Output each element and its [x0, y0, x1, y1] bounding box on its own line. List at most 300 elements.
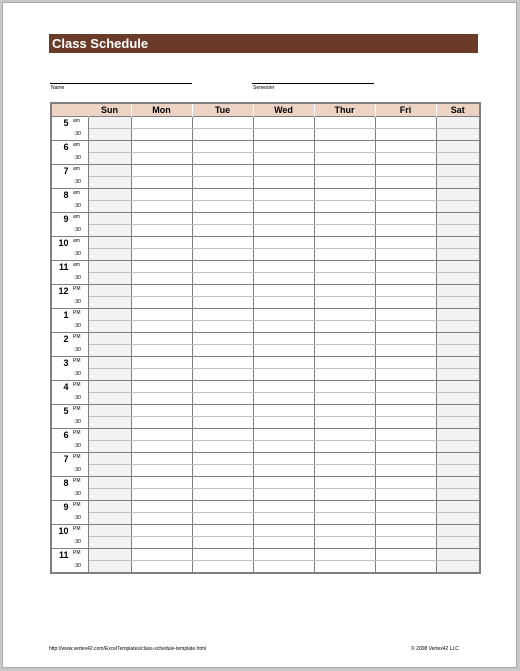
schedule-cell-fri[interactable] — [375, 489, 436, 501]
schedule-cell-sun[interactable] — [88, 321, 131, 333]
schedule-cell-wed[interactable] — [253, 549, 314, 561]
schedule-cell-fri[interactable] — [375, 141, 436, 153]
name-field-line[interactable] — [50, 83, 192, 84]
schedule-cell-sun[interactable] — [88, 465, 131, 477]
schedule-cell-thur[interactable] — [314, 501, 375, 513]
schedule-cell-mon[interactable] — [131, 141, 192, 153]
schedule-cell-thur[interactable] — [314, 345, 375, 357]
schedule-cell-fri[interactable] — [375, 477, 436, 489]
schedule-cell-tue[interactable] — [192, 393, 253, 405]
schedule-cell-thur[interactable] — [314, 561, 375, 574]
schedule-cell-tue[interactable] — [192, 525, 253, 537]
schedule-cell-mon[interactable] — [131, 177, 192, 189]
schedule-cell-sun[interactable] — [88, 369, 131, 381]
schedule-cell-tue[interactable] — [192, 429, 253, 441]
schedule-cell-thur[interactable] — [314, 117, 375, 129]
schedule-cell-mon[interactable] — [131, 189, 192, 201]
schedule-cell-wed[interactable] — [253, 261, 314, 273]
schedule-cell-sat[interactable] — [436, 213, 480, 225]
schedule-cell-wed[interactable] — [253, 309, 314, 321]
schedule-cell-mon[interactable] — [131, 441, 192, 453]
schedule-cell-wed[interactable] — [253, 213, 314, 225]
schedule-cell-mon[interactable] — [131, 129, 192, 141]
schedule-cell-mon[interactable] — [131, 117, 192, 129]
schedule-cell-wed[interactable] — [253, 393, 314, 405]
schedule-cell-wed[interactable] — [253, 345, 314, 357]
schedule-cell-fri[interactable] — [375, 501, 436, 513]
schedule-cell-wed[interactable] — [253, 537, 314, 549]
schedule-cell-mon[interactable] — [131, 357, 192, 369]
schedule-cell-mon[interactable] — [131, 489, 192, 501]
schedule-cell-mon[interactable] — [131, 261, 192, 273]
hour-row — [51, 453, 480, 465]
schedule-cell-sun[interactable] — [88, 393, 131, 405]
schedule-cell-wed[interactable] — [253, 237, 314, 249]
schedule-cell-tue[interactable] — [192, 141, 253, 153]
schedule-cell-mon[interactable] — [131, 249, 192, 261]
schedule-cell-sun[interactable] — [88, 285, 131, 297]
half-hour-label-cell — [51, 297, 88, 309]
schedule-cell-sat[interactable] — [436, 273, 480, 285]
schedule-cell-sat[interactable] — [436, 321, 480, 333]
schedule-cell-thur[interactable] — [314, 537, 375, 549]
schedule-cell-tue[interactable] — [192, 381, 253, 393]
schedule-cell-fri[interactable] — [375, 417, 436, 429]
schedule-cell-tue[interactable] — [192, 285, 253, 297]
schedule-cell-sat[interactable] — [436, 201, 480, 213]
schedule-cell-tue[interactable] — [192, 441, 253, 453]
half-hour-row — [51, 225, 480, 237]
am-pm-label: PM — [73, 526, 81, 532]
schedule-cell-wed[interactable] — [253, 141, 314, 153]
schedule-cell-mon[interactable] — [131, 309, 192, 321]
schedule-cell-fri[interactable] — [375, 561, 436, 574]
am-pm-label: PM — [73, 454, 81, 460]
schedule-cell-wed[interactable] — [253, 417, 314, 429]
schedule-cell-fri[interactable] — [375, 213, 436, 225]
schedule-cell-sun[interactable] — [88, 153, 131, 165]
schedule-cell-sat[interactable] — [436, 345, 480, 357]
schedule-cell-tue[interactable] — [192, 561, 253, 574]
schedule-cell-sun[interactable] — [88, 417, 131, 429]
schedule-cell-tue[interactable] — [192, 249, 253, 261]
schedule-cell-tue[interactable] — [192, 153, 253, 165]
schedule-cell-tue[interactable] — [192, 465, 253, 477]
schedule-cell-thur[interactable] — [314, 261, 375, 273]
schedule-cell-wed[interactable] — [253, 369, 314, 381]
schedule-cell-thur[interactable] — [314, 153, 375, 165]
schedule-cell-tue[interactable] — [192, 273, 253, 285]
schedule-cell-fri[interactable] — [375, 225, 436, 237]
schedule-cell-thur[interactable] — [314, 237, 375, 249]
schedule-cell-mon[interactable] — [131, 237, 192, 249]
schedule-cell-sun[interactable] — [88, 345, 131, 357]
schedule-cell-wed[interactable] — [253, 465, 314, 477]
schedule-cell-tue[interactable] — [192, 453, 253, 465]
schedule-cell-sun[interactable] — [88, 177, 131, 189]
schedule-cell-sun[interactable] — [88, 513, 131, 525]
hour-row — [51, 549, 480, 561]
schedule-cell-wed[interactable] — [253, 129, 314, 141]
schedule-cell-tue[interactable] — [192, 189, 253, 201]
schedule-cell-tue[interactable] — [192, 321, 253, 333]
schedule-cell-fri[interactable] — [375, 189, 436, 201]
footer-url[interactable]: http://www.vertex42.com/ExcelTemplates/class-schedule-template.html — [49, 646, 207, 652]
schedule-cell-thur[interactable] — [314, 297, 375, 309]
schedule-cell-mon[interactable] — [131, 333, 192, 345]
half-hour-label: :30 — [74, 370, 81, 377]
schedule-cell-sun[interactable] — [88, 189, 131, 201]
hour-number: 6 — [63, 142, 69, 152]
schedule-cell-tue[interactable] — [192, 369, 253, 381]
schedule-cell-fri[interactable] — [375, 153, 436, 165]
semester-field-line[interactable] — [252, 83, 374, 84]
schedule-cell-thur[interactable] — [314, 333, 375, 345]
schedule-cell-wed[interactable] — [253, 177, 314, 189]
schedule-cell-mon[interactable] — [131, 345, 192, 357]
schedule-cell-wed[interactable] — [253, 513, 314, 525]
schedule-cell-fri[interactable] — [375, 441, 436, 453]
half-hour-label-cell — [51, 225, 88, 237]
schedule-cell-sun[interactable] — [88, 357, 131, 369]
schedule-cell-mon[interactable] — [131, 369, 192, 381]
schedule-cell-tue[interactable] — [192, 165, 253, 177]
schedule-cell-thur[interactable] — [314, 525, 375, 537]
schedule-cell-thur[interactable] — [314, 465, 375, 477]
hour-label-cell — [51, 285, 88, 297]
hour-number: 4 — [63, 382, 69, 392]
schedule-cell-sat[interactable] — [436, 513, 480, 525]
schedule-cell-wed[interactable] — [253, 489, 314, 501]
schedule-cell-mon[interactable] — [131, 465, 192, 477]
schedule-cell-thur[interactable] — [314, 273, 375, 285]
schedule-cell-thur[interactable] — [314, 429, 375, 441]
schedule-cell-sun[interactable] — [88, 453, 131, 465]
schedule-cell-wed[interactable] — [253, 225, 314, 237]
schedule-cell-sat[interactable] — [436, 129, 480, 141]
schedule-cell-sat[interactable] — [436, 369, 480, 381]
schedule-cell-tue[interactable] — [192, 333, 253, 345]
schedule-cell-wed[interactable] — [253, 273, 314, 285]
schedule-cell-tue[interactable] — [192, 477, 253, 489]
schedule-cell-thur[interactable] — [314, 129, 375, 141]
schedule-cell-sun[interactable] — [88, 561, 131, 574]
schedule-cell-thur[interactable] — [314, 549, 375, 561]
hour-number: 9 — [63, 214, 69, 224]
schedule-cell-thur[interactable] — [314, 213, 375, 225]
hour-number: 2 — [63, 334, 69, 344]
half-hour-label: :30 — [74, 298, 81, 305]
schedule-cell-thur[interactable] — [314, 489, 375, 501]
schedule-cell-sun[interactable] — [88, 273, 131, 285]
schedule-cell-tue[interactable] — [192, 129, 253, 141]
schedule-cell-fri[interactable] — [375, 273, 436, 285]
schedule-cell-sat[interactable] — [436, 237, 480, 249]
schedule-cell-wed[interactable] — [253, 477, 314, 489]
schedule-cell-fri[interactable] — [375, 129, 436, 141]
schedule-cell-sun[interactable] — [88, 225, 131, 237]
schedule-cell-thur[interactable] — [314, 177, 375, 189]
schedule-cell-sat[interactable] — [436, 141, 480, 153]
schedule-cell-thur[interactable] — [314, 477, 375, 489]
schedule-cell-sat[interactable] — [436, 225, 480, 237]
schedule-cell-wed[interactable] — [253, 357, 314, 369]
schedule-cell-sat[interactable] — [436, 165, 480, 177]
schedule-cell-sat[interactable] — [436, 501, 480, 513]
schedule-cell-wed[interactable] — [253, 405, 314, 417]
schedule-cell-mon[interactable] — [131, 153, 192, 165]
schedule-cell-mon[interactable] — [131, 381, 192, 393]
schedule-cell-sun[interactable] — [88, 441, 131, 453]
schedule-cell-sun[interactable] — [88, 249, 131, 261]
schedule-cell-thur[interactable] — [314, 225, 375, 237]
schedule-cell-sat[interactable] — [436, 525, 480, 537]
schedule-cell-fri[interactable] — [375, 369, 436, 381]
schedule-cell-sun[interactable] — [88, 381, 131, 393]
schedule-cell-sun[interactable] — [88, 129, 131, 141]
schedule-cell-mon[interactable] — [131, 537, 192, 549]
am-pm-label: am — [73, 190, 80, 196]
schedule-cell-wed[interactable] — [253, 321, 314, 333]
hour-row — [51, 141, 480, 153]
schedule-cell-tue[interactable] — [192, 405, 253, 417]
schedule-cell-fri[interactable] — [375, 393, 436, 405]
schedule-cell-sat[interactable] — [436, 297, 480, 309]
schedule-cell-sat[interactable] — [436, 489, 480, 501]
schedule-cell-tue[interactable] — [192, 501, 253, 513]
schedule-cell-sun[interactable] — [88, 489, 131, 501]
schedule-cell-fri[interactable] — [375, 333, 436, 345]
schedule-cell-mon[interactable] — [131, 273, 192, 285]
schedule-cell-sat[interactable] — [436, 429, 480, 441]
schedule-cell-thur[interactable] — [314, 441, 375, 453]
schedule-cell-fri[interactable] — [375, 429, 436, 441]
schedule-cell-tue[interactable] — [192, 357, 253, 369]
schedule-cell-sun[interactable] — [88, 213, 131, 225]
schedule-cell-mon[interactable] — [131, 405, 192, 417]
schedule-cell-fri[interactable] — [375, 465, 436, 477]
schedule-cell-sat[interactable] — [436, 453, 480, 465]
schedule-cell-sun[interactable] — [88, 297, 131, 309]
schedule-cell-sun[interactable] — [88, 537, 131, 549]
day-header-wed: Wed — [253, 103, 314, 117]
schedule-cell-tue[interactable] — [192, 213, 253, 225]
hour-row — [51, 285, 480, 297]
schedule-cell-mon[interactable] — [131, 165, 192, 177]
half-hour-label-cell — [51, 129, 88, 141]
schedule-cell-fri[interactable] — [375, 381, 436, 393]
schedule-cell-fri[interactable] — [375, 165, 436, 177]
schedule-cell-sat[interactable] — [436, 189, 480, 201]
schedule-cell-tue[interactable] — [192, 117, 253, 129]
schedule-cell-wed[interactable] — [253, 153, 314, 165]
schedule-cell-sun[interactable] — [88, 429, 131, 441]
schedule-cell-mon[interactable] — [131, 213, 192, 225]
schedule-cell-thur[interactable] — [314, 321, 375, 333]
schedule-cell-wed[interactable] — [253, 333, 314, 345]
schedule-cell-thur[interactable] — [314, 189, 375, 201]
schedule-cell-wed[interactable] — [253, 441, 314, 453]
schedule-cell-tue[interactable] — [192, 261, 253, 273]
schedule-cell-thur[interactable] — [314, 165, 375, 177]
schedule-cell-sun[interactable] — [88, 201, 131, 213]
schedule-cell-fri[interactable] — [375, 321, 436, 333]
schedule-cell-wed[interactable] — [253, 201, 314, 213]
schedule-cell-tue[interactable] — [192, 417, 253, 429]
schedule-cell-sat[interactable] — [436, 441, 480, 453]
schedule-cell-mon[interactable] — [131, 393, 192, 405]
schedule-cell-sat[interactable] — [436, 549, 480, 561]
schedule-cell-fri[interactable] — [375, 453, 436, 465]
schedule-cell-fri[interactable] — [375, 285, 436, 297]
half-hour-label-cell — [51, 441, 88, 453]
schedule-cell-thur[interactable] — [314, 453, 375, 465]
schedule-cell-tue[interactable] — [192, 489, 253, 501]
schedule-cell-mon[interactable] — [131, 297, 192, 309]
schedule-cell-sat[interactable] — [436, 393, 480, 405]
schedule-cell-tue[interactable] — [192, 345, 253, 357]
schedule-cell-mon[interactable] — [131, 477, 192, 489]
schedule-cell-mon[interactable] — [131, 417, 192, 429]
schedule-cell-sat[interactable] — [436, 477, 480, 489]
schedule-cell-sat[interactable] — [436, 153, 480, 165]
schedule-cell-fri[interactable] — [375, 345, 436, 357]
schedule-cell-sun[interactable] — [88, 477, 131, 489]
schedule-cell-sun[interactable] — [88, 309, 131, 321]
schedule-cell-sat[interactable] — [436, 465, 480, 477]
schedule-cell-fri[interactable] — [375, 117, 436, 129]
schedule-cell-sat[interactable] — [436, 561, 480, 574]
schedule-cell-wed[interactable] — [253, 297, 314, 309]
schedule-cell-fri[interactable] — [375, 237, 436, 249]
schedule-cell-sun[interactable] — [88, 405, 131, 417]
time-header — [51, 103, 88, 117]
schedule-cell-wed[interactable] — [253, 285, 314, 297]
schedule-cell-thur[interactable] — [314, 309, 375, 321]
schedule-cell-sun[interactable] — [88, 525, 131, 537]
half-hour-label: :30 — [74, 274, 81, 281]
schedule-cell-wed[interactable] — [253, 381, 314, 393]
day-header-tue: Tue — [192, 103, 253, 117]
am-pm-label: am — [73, 262, 80, 268]
hour-row — [51, 381, 480, 393]
schedule-cell-mon[interactable] — [131, 525, 192, 537]
schedule-cell-sun[interactable] — [88, 261, 131, 273]
schedule-cell-tue[interactable] — [192, 201, 253, 213]
schedule-cell-tue[interactable] — [192, 537, 253, 549]
schedule-cell-thur[interactable] — [314, 357, 375, 369]
schedule-cell-tue[interactable] — [192, 225, 253, 237]
schedule-cell-sun[interactable] — [88, 333, 131, 345]
schedule-cell-tue[interactable] — [192, 513, 253, 525]
half-hour-row — [51, 297, 480, 309]
schedule-cell-fri[interactable] — [375, 177, 436, 189]
schedule-cell-sat[interactable] — [436, 405, 480, 417]
hour-row — [51, 501, 480, 513]
schedule-cell-sun[interactable] — [88, 117, 131, 129]
schedule-cell-tue[interactable] — [192, 297, 253, 309]
schedule-cell-thur[interactable] — [314, 369, 375, 381]
schedule-cell-fri[interactable] — [375, 261, 436, 273]
schedule-cell-mon[interactable] — [131, 321, 192, 333]
schedule-cell-mon[interactable] — [131, 285, 192, 297]
schedule-cell-fri[interactable] — [375, 249, 436, 261]
schedule-cell-sat[interactable] — [436, 117, 480, 129]
schedule-cell-sun[interactable] — [88, 165, 131, 177]
schedule-cell-sat[interactable] — [436, 417, 480, 429]
schedule-cell-thur[interactable] — [314, 285, 375, 297]
schedule-cell-fri[interactable] — [375, 525, 436, 537]
schedule-cell-thur[interactable] — [314, 201, 375, 213]
schedule-cell-mon[interactable] — [131, 501, 192, 513]
schedule-cell-wed[interactable] — [253, 117, 314, 129]
schedule-cell-mon[interactable] — [131, 225, 192, 237]
hour-label-cell — [51, 237, 88, 249]
schedule-cell-tue[interactable] — [192, 549, 253, 561]
schedule-cell-mon[interactable] — [131, 561, 192, 574]
schedule-cell-fri[interactable] — [375, 297, 436, 309]
schedule-cell-thur[interactable] — [314, 393, 375, 405]
schedule-cell-wed[interactable] — [253, 249, 314, 261]
schedule-cell-sat[interactable] — [436, 333, 480, 345]
schedule-cell-thur[interactable] — [314, 249, 375, 261]
schedule-cell-fri[interactable] — [375, 357, 436, 369]
schedule-cell-fri[interactable] — [375, 405, 436, 417]
schedule-cell-thur[interactable] — [314, 141, 375, 153]
schedule-cell-sat[interactable] — [436, 381, 480, 393]
schedule-cell-sun[interactable] — [88, 501, 131, 513]
schedule-cell-fri[interactable] — [375, 513, 436, 525]
schedule-cell-fri[interactable] — [375, 201, 436, 213]
am-pm-label: PM — [73, 406, 81, 412]
schedule-cell-wed[interactable] — [253, 501, 314, 513]
schedule-cell-sat[interactable] — [436, 249, 480, 261]
schedule-cell-sun[interactable] — [88, 549, 131, 561]
hour-number: 10 — [58, 238, 69, 248]
schedule-cell-sat[interactable] — [436, 357, 480, 369]
schedule-cell-wed[interactable] — [253, 525, 314, 537]
schedule-cell-sat[interactable] — [436, 537, 480, 549]
schedule-cell-thur[interactable] — [314, 513, 375, 525]
schedule-cell-wed[interactable] — [253, 453, 314, 465]
schedule-cell-fri[interactable] — [375, 309, 436, 321]
schedule-cell-sun[interactable] — [88, 141, 131, 153]
schedule-cell-fri[interactable] — [375, 549, 436, 561]
schedule-cell-tue[interactable] — [192, 177, 253, 189]
schedule-cell-thur[interactable] — [314, 381, 375, 393]
schedule-cell-sat[interactable] — [436, 261, 480, 273]
schedule-cell-tue[interactable] — [192, 237, 253, 249]
schedule-cell-wed[interactable] — [253, 561, 314, 574]
schedule-cell-mon[interactable] — [131, 453, 192, 465]
schedule-cell-sat[interactable] — [436, 177, 480, 189]
schedule-cell-mon[interactable] — [131, 513, 192, 525]
schedule-cell-wed[interactable] — [253, 189, 314, 201]
schedule-cell-thur[interactable] — [314, 417, 375, 429]
schedule-cell-wed[interactable] — [253, 429, 314, 441]
schedule-cell-sat[interactable] — [436, 309, 480, 321]
schedule-cell-wed[interactable] — [253, 165, 314, 177]
schedule-cell-mon[interactable] — [131, 201, 192, 213]
schedule-cell-sat[interactable] — [436, 285, 480, 297]
schedule-cell-sun[interactable] — [88, 237, 131, 249]
schedule-cell-mon[interactable] — [131, 549, 192, 561]
am-pm-label: PM — [73, 478, 81, 484]
schedule-cell-fri[interactable] — [375, 537, 436, 549]
schedule-cell-tue[interactable] — [192, 309, 253, 321]
schedule-cell-mon[interactable] — [131, 429, 192, 441]
schedule-cell-thur[interactable] — [314, 405, 375, 417]
